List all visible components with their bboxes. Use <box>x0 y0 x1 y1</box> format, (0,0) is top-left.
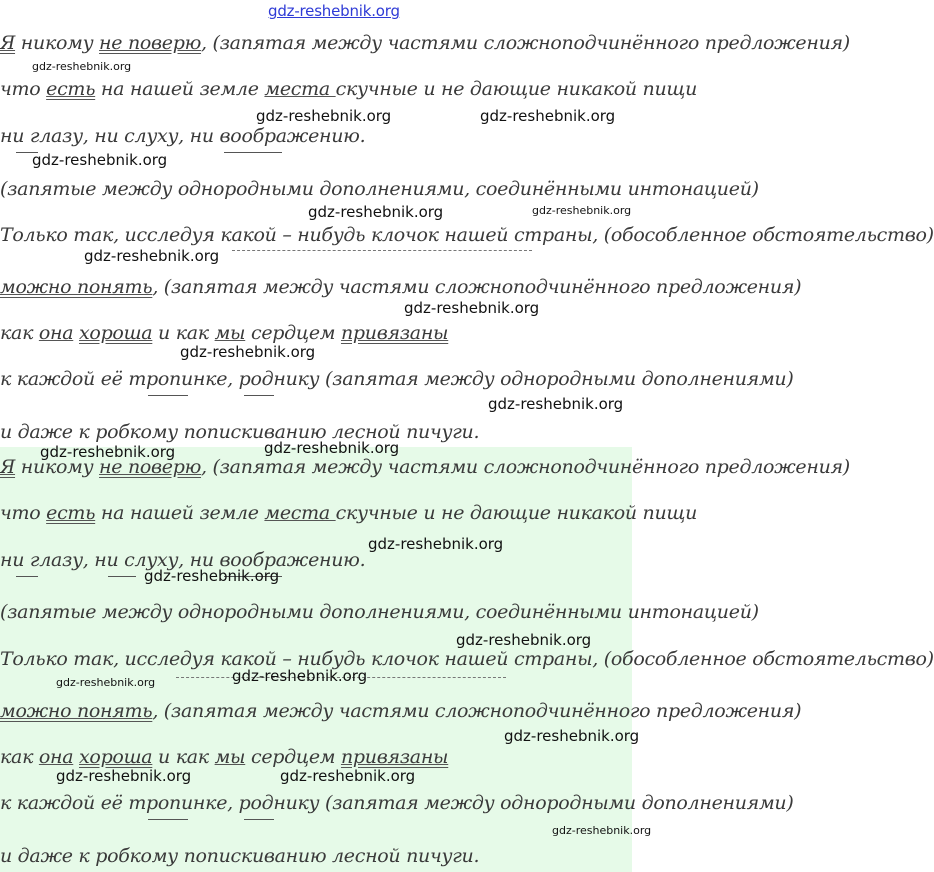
header-site-link[interactable]: gdz-reshebnik.org <box>268 2 400 20</box>
object-underline <box>244 819 274 820</box>
object-underline <box>244 395 274 396</box>
text-line-8: к каждой её тропинке, роднику (запятая между однородными дополнениями) <box>0 368 794 390</box>
object-underline <box>148 395 188 396</box>
watermark-text: gdz-reshebnik.org <box>368 535 504 553</box>
text-line-5-copy: Только так, исследуя какой – нибудь клочок нашей страны, (обособленное обстоятельство) <box>0 648 934 670</box>
watermark-text: gdz-reshebnik.org <box>552 824 652 837</box>
predicate-word: хороша <box>79 322 153 344</box>
subject-word: мы <box>214 322 246 344</box>
watermark-text: gdz-reshebnik.org <box>84 247 220 265</box>
watermark-text: gdz-reshebnik.org <box>404 299 540 317</box>
watermark-text: gdz-reshebnik.org <box>56 767 192 785</box>
watermark-text: gdz-reshebnik.org <box>232 667 368 685</box>
subject-word: она <box>38 746 74 768</box>
watermark-text: gdz-reshebnik.org <box>504 727 640 745</box>
predicate-word: есть <box>46 502 96 524</box>
watermark-text: gdz-reshebnik.org <box>532 204 632 217</box>
watermark-text: gdz-reshebnik.org <box>40 443 176 461</box>
watermark-text: gdz-reshebnik.org <box>308 203 444 221</box>
subject-word: места <box>264 502 336 524</box>
predicate-word: не поверю <box>99 32 202 54</box>
predicate-word: есть <box>46 78 96 100</box>
watermark-text: gdz-reshebnik.org <box>488 395 624 413</box>
watermark-text: gdz-reshebnik.org <box>264 439 400 457</box>
subject-word: мы <box>214 746 246 768</box>
watermark-text: gdz-reshebnik.org <box>280 767 416 785</box>
watermark-text: gdz-reshebnik.org <box>56 676 156 689</box>
text-line-5: Только так, исследуя какой – нибудь клочок нашей страны, (обособленное обстоятельство) <box>0 224 934 246</box>
watermark-text: gdz-reshebnik.org <box>480 107 616 125</box>
text-line-4-copy: (запятые между однородными дополнениями, соединёнными интонацией) <box>0 601 759 623</box>
subject-word: места <box>264 78 336 100</box>
text-line-4: (запятые между однородными дополнениями, соединёнными интонацией) <box>0 178 759 200</box>
text-line-8-copy: к каждой её тропинке, роднику (запятая между однородными дополнениями) <box>0 792 794 814</box>
text-line-2-copy: что есть на нашей земле места скучные и не дающие никакой пищи <box>0 502 698 524</box>
object-underline <box>224 152 282 153</box>
predicate-word: можно понять <box>0 700 153 722</box>
text-line-1-copy: Я никому не поверю, (запятая между частями сложноподчинённого предложения) <box>0 456 850 478</box>
predicate-word: привязаны <box>340 322 449 344</box>
watermark-text: gdz-reshebnik.org <box>456 631 592 649</box>
predicate-word: можно понять <box>0 276 153 298</box>
object-underline <box>148 819 188 820</box>
object-underline <box>16 576 38 577</box>
predicate-word: не поверю <box>99 456 202 478</box>
text-line-9-copy: и даже к робкому попискиванию лесной пичуги. <box>0 845 480 867</box>
text-line-1: Я никому не поверю, (запятая между частями сложноподчинённого предложения) <box>0 32 850 54</box>
text-line-3: ни глазу, ни слуху, ни воображению. <box>0 125 366 147</box>
object-underline <box>108 576 136 577</box>
subject-word: Я <box>0 456 16 478</box>
watermark-text: gdz-reshebnik.org <box>32 60 132 73</box>
predicate-word: привязаны <box>340 746 449 768</box>
watermark-text: gdz-reshebnik.org <box>180 343 316 361</box>
text-line-7-copy: как она хороша и как мы сердцем привязаны <box>0 746 449 768</box>
predicate-word: хороша <box>79 746 153 768</box>
text-line-6: можно понять, (запятая между частями сложноподчинённого предложения) <box>0 276 802 298</box>
subject-word: Я <box>0 32 16 54</box>
text-line-2: что есть на нашей земле места скучные и не дающие никакой пищи <box>0 78 698 100</box>
text-line-3-copy: ни глазу, ни слуху, ни воображению. <box>0 549 366 571</box>
subject-word: она <box>38 322 74 344</box>
watermark-text: gdz-reshebnik.org <box>144 567 280 585</box>
adverbial-underline <box>232 250 532 251</box>
text-line-7: как она хороша и как мы сердцем привязаны <box>0 322 449 344</box>
watermark-text: gdz-reshebnik.org <box>256 107 392 125</box>
text-line-9: и даже к робкому попискиванию лесной пичуги. <box>0 421 480 443</box>
watermark-text: gdz-reshebnik.org <box>32 151 168 169</box>
text-line-6-copy: можно понять, (запятая между частями сложноподчинённого предложения) <box>0 700 802 722</box>
